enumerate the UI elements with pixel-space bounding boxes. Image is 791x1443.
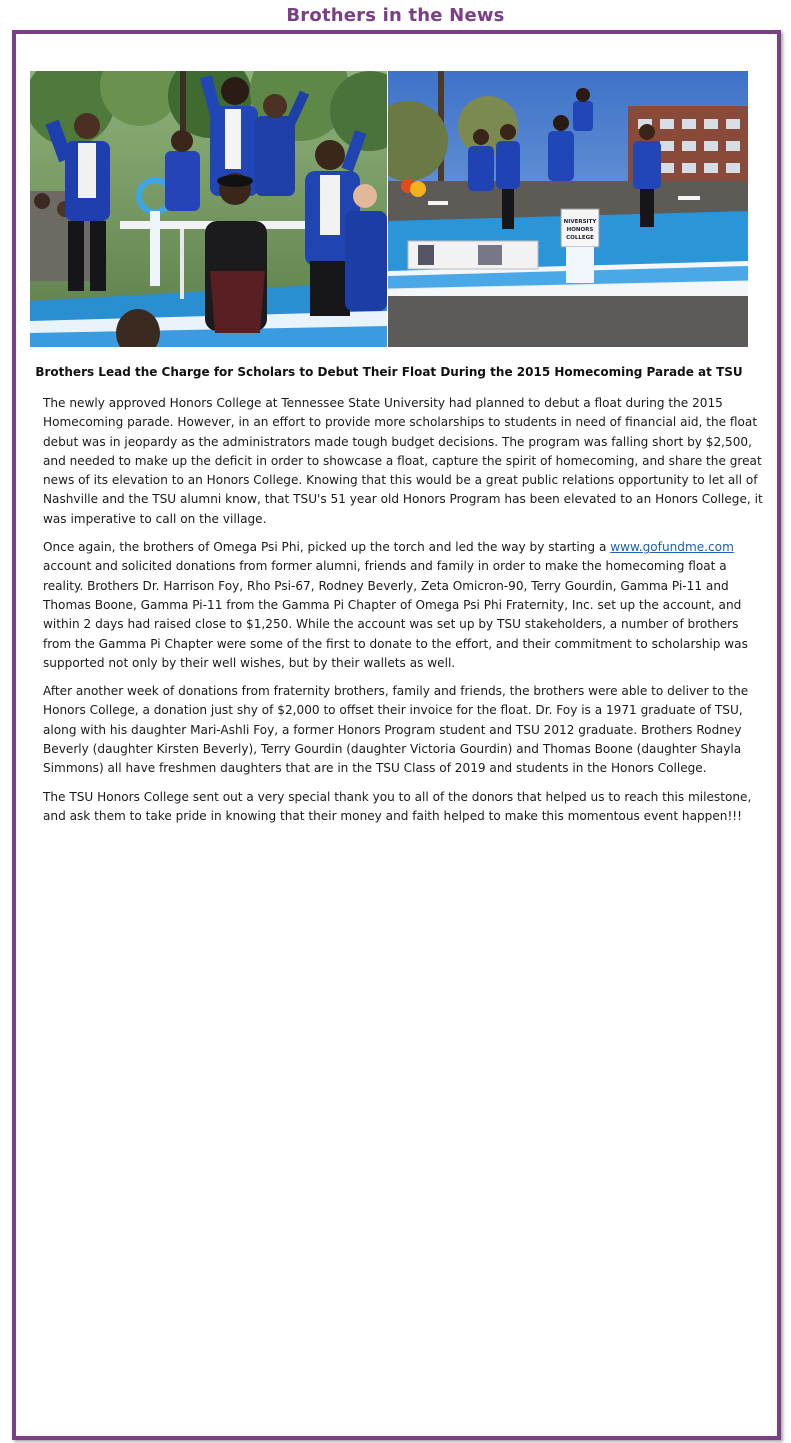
homecoming-float-right-photo: [388, 71, 748, 347]
article-paragraph-3: After another week of donations from fraternity brothers, family and friends, the brothers were able to deliver to the Honors College, a donation just shy of $2,000 to offset their invoice for the float. Dr. Foy is a 1971 graduate of TSU, along with his daughter Mari-Ashli Foy, a former Honors Program student and TSU 2012 graduate. Brothers Rodney Beverly (daughter Kirsten Beverly), Terry Gourdin (daughter Victoria Gourdin) and Thomas Boone (daughter Shayla Simmons) all have freshmen daughters that are in the TSU Class of 2019 and students in the Honors College.: [43, 684, 749, 776]
photo-caption: Brothers Lead the Charge for Scholars to Debut Their Float During the 2015 Homecoming Parade at TSU: [35, 365, 743, 379]
article-paragraph-4: The TSU Honors College sent out a very special thank you to all of the donors that helped us to reach this milestone, and ask them to take pride in knowing that their money and faith helped to make this momentous event happen!!!: [43, 789, 752, 823]
homecoming-float-left-photo: [30, 71, 387, 347]
gofundme-link[interactable]: www.gofundme.com: [610, 540, 734, 555]
svg-text:HONORS: HONORS: [566, 227, 594, 233]
article-paragraph-2: [43, 538, 765, 673]
news-frame: [12, 30, 781, 1440]
article-body: [43, 394, 765, 835]
svg-text:COLLEGE: COLLEGE: [566, 235, 594, 241]
article-paragraph-2-rest: account and solicited donations from former alumni, friends and family in order to make the homecoming float a reality. Brothers Dr. Harrison Foy, Rho Psi-67, Rodney Beverly, Zeta Omicron-90, Terry Gourdin, Gamma Pi-11 and Thomas Boone, Gamma Pi-11 from the Gamma Pi Chapter of Omega Psi Phi Fraternity, Inc. set up the account, and within 2 days had raised close to $1,250. While the account was set up by TSU stakeholders, a number of brothers from the Gamma Pi Chapter were some of the first to donate to the effort, and their commitment to scholarship was supported not only by their well wishes, but by their wallets as well.: [43, 559, 748, 670]
article-paragraph-2-intro: Once again, the brothers of Omega Psi Phi, picked up the torch and led the way by starting a: [43, 540, 611, 555]
float-sign-text: NIVERSITY: [563, 219, 597, 225]
article-paragraph-1: The newly approved Honors College at Tennessee State University had planned to debut a float during the 2015 Homecoming parade. However, in an effort to provide more scholarships to students in need of financial aid, the float debut was in jeopardy as the administrators made tough budget decisions. The program was falling short by $2,500, and needed to make up the deficit in order to showcase a float, capture the spirit of homecoming, and share the great news of its elevation to an Honors College. Knowing that this would be a great public relations opportunity to let all of Nashville and the TSU alumni know, that TSU's 51 year old Honors Program has been elevated to an Honors College, it was imperative to call on the village.: [43, 396, 763, 526]
page-title: Brothers in the News: [286, 5, 505, 26]
photo-strip: [30, 71, 748, 347]
